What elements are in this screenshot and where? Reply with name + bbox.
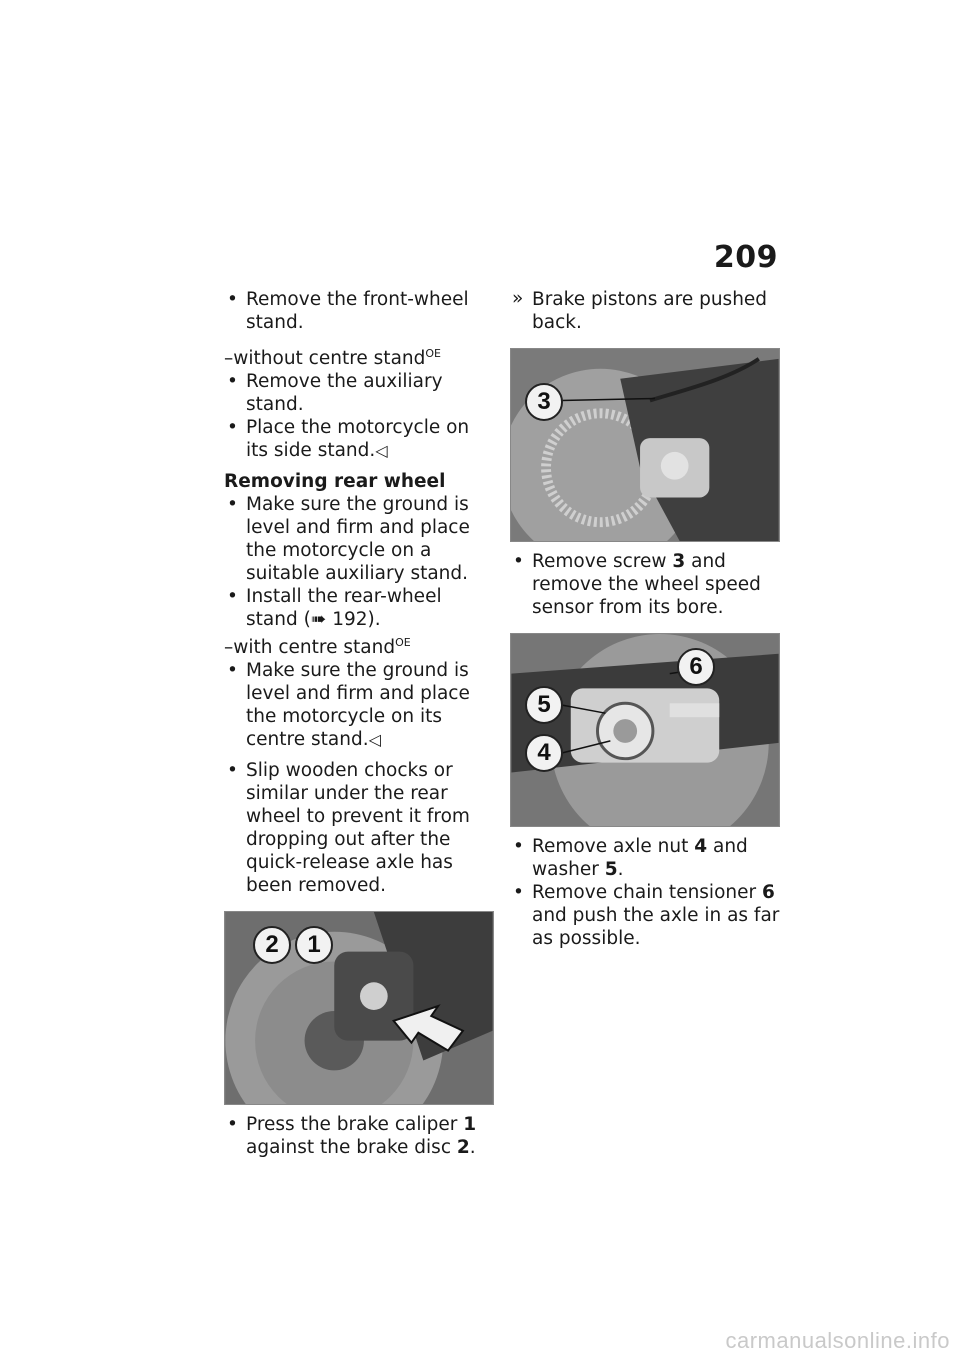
step-remove-chain-tensioner: • Remove chain tensioner 6 and push the axle in as far as possible. <box>510 881 782 950</box>
callout-6: 6 <box>677 648 715 686</box>
step-wooden-chocks: • Slip wooden chocks or similar under the rear wheel to prevent it from dropping out after the quick-release axle has been removed. <box>224 759 494 897</box>
figure-axle-nut-drawing <box>511 634 779 826</box>
step-remove-front-stand: • Remove the front-wheel stand. <box>224 288 494 334</box>
page-ref-icon: ➠ <box>310 609 327 630</box>
figure-wheel-speed-sensor <box>510 348 780 542</box>
figure-axle-nut <box>510 633 780 827</box>
page-ref: 192 <box>332 609 368 630</box>
figure-brake-caliper <box>224 911 494 1105</box>
end-mark: ◁ <box>368 730 381 749</box>
step-remove-screw: • Remove screw 3 and remove the wheel speed sensor from its bore. <box>510 550 782 619</box>
step-install-rear-stand: • Install the rear-wheel stand (➠ 192). <box>224 585 494 631</box>
oe-mark: OE <box>395 636 411 649</box>
condition-with-centre-stand: –with centre stand$^{OE}$ <box>224 636 411 658</box>
step-ground-level-centre: • Make sure the ground is level and firm and place the motorcycle on its centre stand.◁ <box>224 659 494 751</box>
page-number: 209 <box>713 240 778 275</box>
watermark: carmanualsonline.info <box>725 1328 950 1353</box>
callout-1: 1 <box>295 926 333 964</box>
condition-without-centre-stand: –without centre stand$^{OE}$ <box>224 347 441 369</box>
figure-wheel-speed-sensor-drawing <box>511 349 779 541</box>
callout-4: 4 <box>525 734 563 772</box>
right-column <box>510 288 782 950</box>
callout-3: 3 <box>525 383 563 421</box>
step-remove-axle-nut: • Remove axle nut 4 and washer 5. <box>510 835 782 881</box>
result-pistons-pushed: » Brake pistons are pushed back. <box>510 288 782 334</box>
left-column <box>224 288 494 1159</box>
step-remove-aux-stand: • Remove the auxiliary stand. <box>224 370 494 416</box>
callout-5: 5 <box>525 686 563 724</box>
step-place-side-stand: • Place the motorcycle on its side stand.◁ <box>224 416 494 462</box>
end-mark: ◁ <box>375 441 388 460</box>
callout-2: 2 <box>253 926 291 964</box>
oe-mark: OE <box>425 347 441 360</box>
step-press-caliper: • Press the brake caliper 1 against the brake disc 2. <box>224 1113 494 1159</box>
heading-removing-rear-wheel: Removing rear wheel <box>224 471 446 492</box>
step-ground-level-aux: • Make sure the ground is level and firm and place the motorcycle on a suitable auxiliary stand. <box>224 493 494 585</box>
